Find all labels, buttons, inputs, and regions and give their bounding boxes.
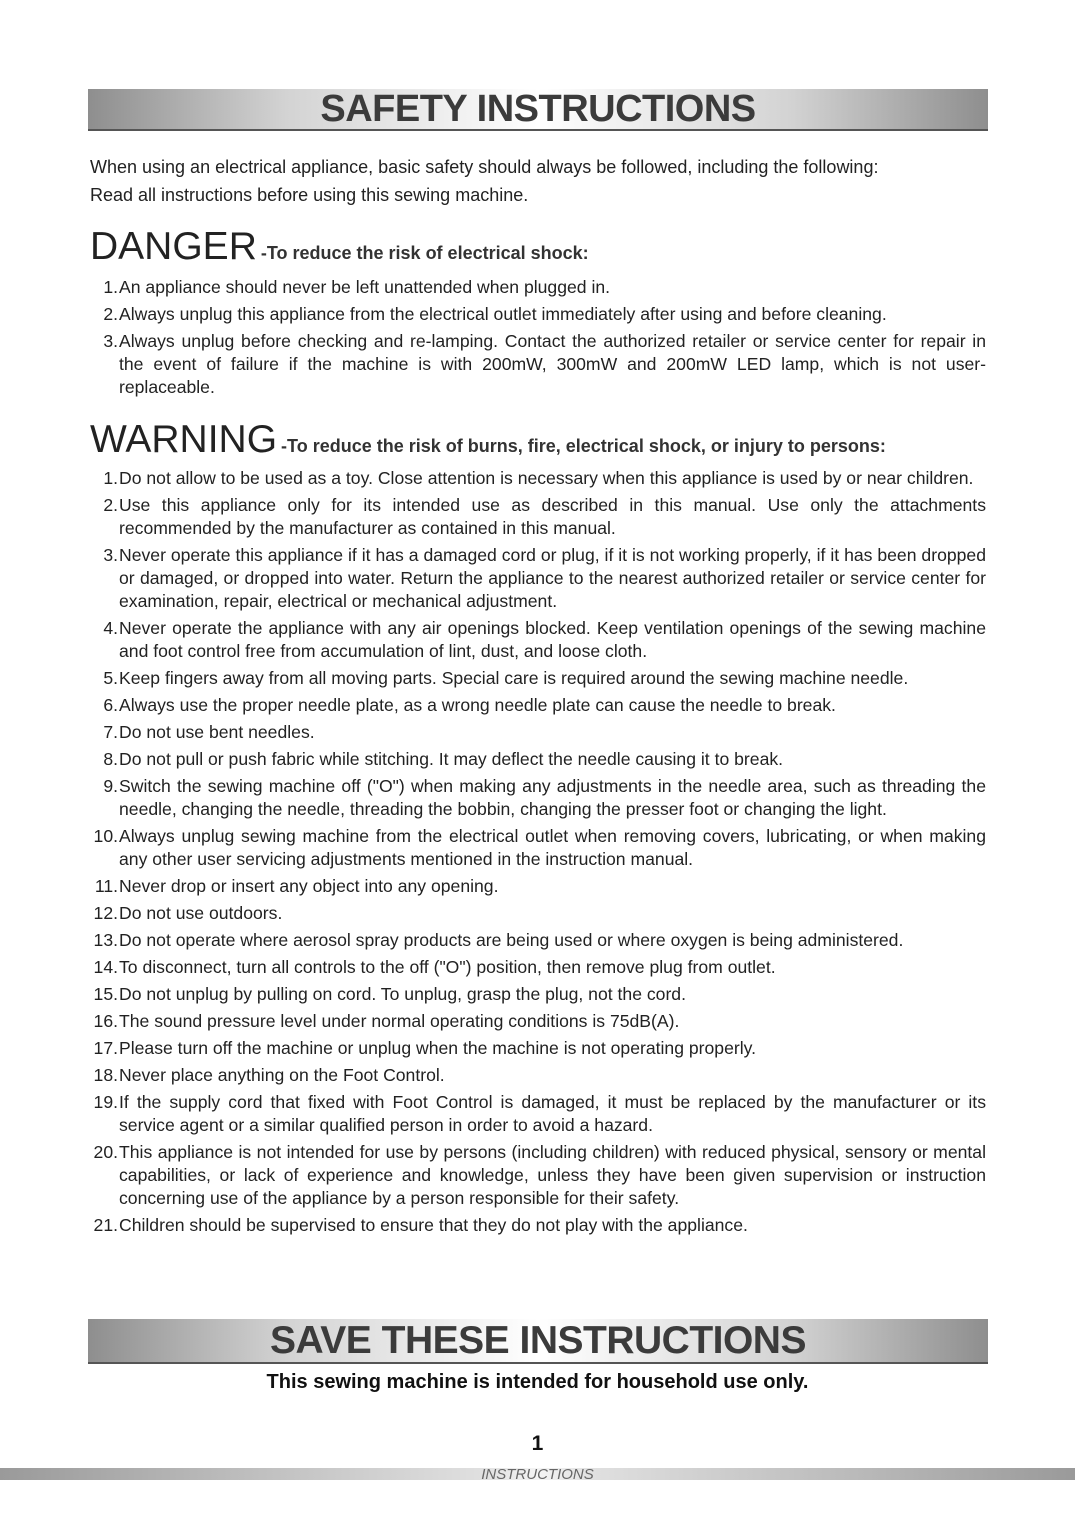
item-text: Do not use outdoors. — [119, 903, 283, 923]
item-text: Children should be supervised to ensure that they do not play with the appliance. — [119, 1215, 748, 1235]
list-item — [88, 956, 986, 979]
item-text: Never operate the appliance with any air openings blocked. Keep ventilation openings of the sewing machine and foot control free from accumulation of lint, dust, and loose cloth. — [119, 618, 986, 661]
item-text: The sound pressure level under normal operating conditions is 75dB(A). — [119, 1011, 680, 1031]
safety-instructions-banner — [88, 89, 988, 131]
warning-heading — [90, 418, 886, 462]
item-number: 11. — [94, 876, 118, 896]
list-item — [88, 494, 986, 540]
item-number: 8. — [103, 749, 118, 769]
intro-line-2: Read all instructions before using this sewing machine. — [90, 185, 529, 205]
list-item — [88, 544, 986, 613]
item-number: 18. — [93, 1065, 118, 1085]
item-text: Do not operate where aerosol spray products are being used or where oxygen is being administered. — [119, 930, 904, 950]
item-text: Please turn off the machine or unplug when the machine is not operating properly. — [119, 1038, 757, 1058]
item-number: 5. — [103, 668, 118, 688]
list-item — [88, 667, 986, 690]
footer-label: INSTRUCTIONS — [481, 1466, 594, 1483]
item-number: 19. — [93, 1092, 118, 1112]
list-item — [88, 748, 986, 771]
item-number: 10. — [93, 826, 118, 846]
household-use-note: This sewing machine is intended for household use only. — [266, 1371, 809, 1393]
item-text: Always unplug before checking and re-lamping. Contact the authorized retailer or service center for repair in the event of failure if the machine is with 200mW, 300mW and 200mW LED lamp, which is not user-replaceable. — [119, 331, 986, 397]
item-number: 17. — [93, 1038, 118, 1058]
danger-heading — [90, 225, 589, 269]
item-number: 20. — [93, 1142, 118, 1162]
warning-list — [88, 467, 986, 1241]
list-item — [88, 303, 986, 326]
item-number: 2. — [103, 304, 118, 324]
warning-label: WARNING — [90, 418, 278, 461]
danger-subtitle: -To reduce the risk of electrical shock: — [260, 243, 589, 263]
list-item — [88, 929, 986, 952]
item-text: Always unplug sewing machine from the electrical outlet when removing covers, lubricating, or when making any other user servicing adjustments mentioned in the instruction manual. — [119, 826, 986, 869]
item-number: 15. — [93, 984, 118, 1004]
item-number: 9. — [103, 776, 118, 796]
list-item — [88, 276, 986, 299]
item-text: Always use the proper needle plate, as a wrong needle plate can cause the needle to break. — [119, 695, 836, 715]
list-item — [88, 1214, 986, 1237]
item-text: Do not allow to be used as a toy. Close attention is necessary when this appliance is used by or near children. — [119, 468, 974, 488]
item-number: 14. — [93, 957, 118, 977]
item-number: 16. — [93, 1011, 118, 1031]
item-text: Use this appliance only for its intended use as described in this manual. Use only the attachments recommended by the manufacturer as contained in this manual. — [119, 495, 986, 538]
list-item — [88, 775, 986, 821]
item-text: Do not pull or push fabric while stitching. It may deflect the needle causing it to break. — [119, 749, 784, 769]
item-number: 3. — [103, 545, 118, 565]
list-item — [88, 617, 986, 663]
item-number: 13. — [93, 930, 118, 950]
item-number: 2. — [103, 495, 118, 515]
list-item — [88, 1010, 986, 1033]
item-number: 3. — [103, 331, 118, 351]
list-item — [88, 1064, 986, 1087]
item-text: Do not use bent needles. — [119, 722, 315, 742]
list-item — [88, 721, 986, 744]
item-text: Never drop or insert any object into any opening. — [119, 876, 499, 896]
danger-list — [88, 276, 986, 403]
list-item — [88, 825, 986, 871]
item-number: 21. — [93, 1215, 118, 1235]
danger-label: DANGER — [90, 225, 257, 268]
item-text: If the supply cord that fixed with Foot Control is damaged, it must be replaced by the manufacturer or its service agent or a similar qualified person in order to avoid a hazard. — [119, 1092, 986, 1135]
item-text: This appliance is not intended for use by persons (including children) with reduced physical, sensory or mental capabilities, or lack of experience and knowledge, unless they have been given supervision or instruction concerning use of the appliance by a person responsible for their safety. — [119, 1142, 986, 1208]
page-number: 1 — [531, 1432, 544, 1455]
list-item — [88, 1037, 986, 1060]
list-item — [88, 694, 986, 717]
item-text: To disconnect, turn all controls to the off ("O") position, then remove plug from outlet. — [119, 957, 776, 977]
item-text: An appliance should never be left unattended when plugged in. — [119, 277, 611, 297]
item-text: Never operate this appliance if it has a damaged cord or plug, if it is not working properly, if it has been dropped or damaged, or dropped into water. Return the appliance to the nearest authorized retailer or service center for examination, repair, electrical or mechanical adjustment. — [119, 545, 986, 611]
item-number: 1. — [103, 277, 118, 297]
list-item — [88, 875, 986, 898]
item-number: 4. — [103, 618, 118, 638]
item-text: Never place anything on the Foot Control. — [119, 1065, 445, 1085]
list-item — [88, 330, 986, 399]
list-item — [88, 983, 986, 1006]
item-number: 12. — [93, 903, 118, 923]
list-item — [88, 1141, 986, 1210]
item-number: 1. — [103, 468, 118, 488]
item-text: Keep fingers away from all moving parts. Special care is required around the sewing machine needle. — [119, 668, 909, 688]
warning-subtitle: -To reduce the risk of burns, fire, electrical shock, or injury to persons: — [281, 436, 886, 456]
save-instructions-banner — [88, 1319, 988, 1364]
list-item — [88, 1091, 986, 1137]
item-number: 6. — [103, 695, 118, 715]
page-title: SAFETY INSTRUCTIONS — [320, 87, 756, 130]
item-text: Switch the sewing machine off ("O") when making any adjustments in the needle area, such as threading the needle, changing the needle, threading the bobbin, changing the presser foot or changing the light. — [119, 776, 986, 819]
list-item — [88, 467, 986, 490]
item-text: Always unplug this appliance from the electrical outlet immediately after using and before cleaning. — [119, 304, 887, 324]
intro-line-1: When using an electrical appliance, basic safety should always be followed, including the following: — [90, 157, 879, 177]
save-title: SAVE THESE INSTRUCTIONS — [269, 1318, 806, 1362]
list-item — [88, 902, 986, 925]
item-number: 7. — [103, 722, 118, 742]
item-text: Do not unplug by pulling on cord. To unplug, grasp the plug, not the cord. — [119, 984, 686, 1004]
